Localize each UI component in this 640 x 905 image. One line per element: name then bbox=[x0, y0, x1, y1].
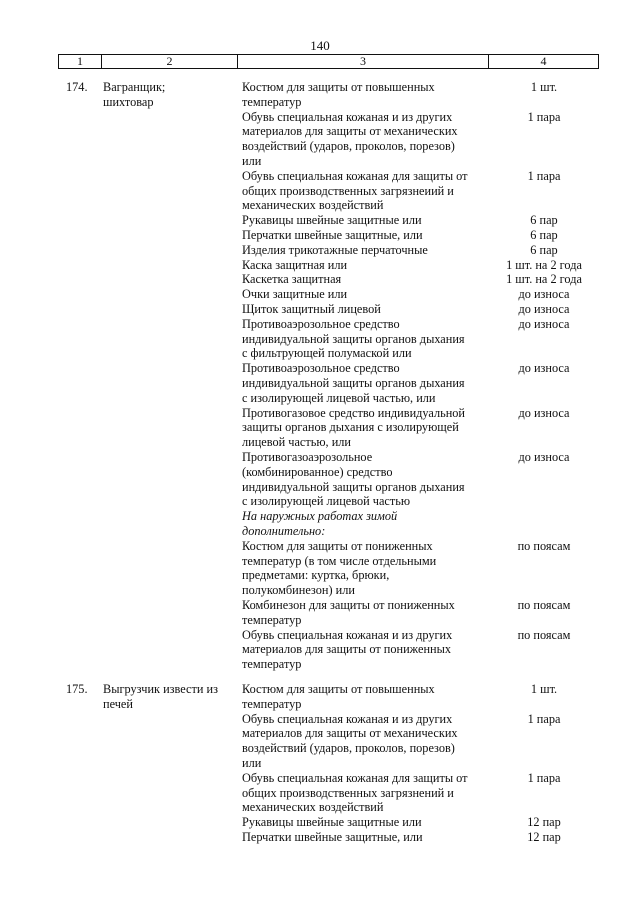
issue-norm: до износа bbox=[518, 316, 570, 331]
protective-item: Щиток защитный лицевой bbox=[242, 302, 381, 316]
protective-item: Противогазоаэрозольное bbox=[242, 450, 373, 464]
protective-item: общих производственных загрязнений и bbox=[242, 785, 454, 800]
protective-item: Обувь специальная кожаная и из других bbox=[242, 711, 453, 726]
page-number: 140 bbox=[310, 38, 330, 53]
issue-norm: по поясам bbox=[517, 538, 571, 553]
protective-item: Обувь специальная кожаная для защиты от bbox=[242, 168, 468, 183]
protective-item: Перчатки швейные защитные, или bbox=[242, 228, 423, 242]
issue-norm: до износа bbox=[518, 450, 570, 464]
issue-norm: до износа bbox=[518, 287, 570, 302]
protective-item: общих производственных загрязнеиий и bbox=[242, 183, 454, 198]
protective-item: температур bbox=[242, 657, 302, 672]
table-header bbox=[58, 54, 599, 69]
protective-item: Противогазовое средство индивидуальной bbox=[242, 405, 466, 420]
protective-item: Очки защитные или bbox=[242, 287, 348, 302]
issue-norm: по поясам bbox=[517, 598, 571, 612]
protective-item: температур bbox=[242, 612, 302, 627]
protective-item: температур bbox=[242, 94, 302, 109]
protective-item: воздействий (ударов, проколов, порезов) bbox=[242, 139, 455, 154]
protective-item: Костюм для защиты от повышенных bbox=[242, 682, 435, 696]
protective-item: индивидуальной защиты органов дыхания bbox=[242, 376, 465, 390]
protective-item: (комбинированное) средство bbox=[242, 464, 393, 479]
issue-norm: 1 шт. bbox=[530, 682, 558, 696]
protective-item: Изделия трикотажные перчаточные bbox=[242, 242, 428, 257]
protective-item: Рукавицы швейные защитные или bbox=[242, 213, 422, 228]
protective-item: защиты органов дыхания с изолирующей bbox=[242, 420, 459, 435]
issue-norm: 6 пар bbox=[530, 213, 558, 228]
protective-item: Обувь специальная кожаная и из других bbox=[242, 109, 453, 124]
protective-item: материалов для защиты от механических bbox=[242, 726, 458, 741]
issue-norm: 1 пара bbox=[527, 770, 561, 785]
protective-item: механических воздействий bbox=[242, 800, 384, 815]
issue-norm: 1 пара bbox=[527, 168, 561, 183]
issue-norm: 1 шт. на 2 года bbox=[506, 272, 582, 287]
protective-item: Каска защитная или bbox=[242, 257, 348, 272]
protective-item: дополнительно: bbox=[242, 524, 326, 538]
protective-item: с изолирующей лицевой частью bbox=[242, 494, 411, 509]
issue-norm: до износа bbox=[518, 405, 570, 420]
issue-norm: 1 шт. на 2 года bbox=[506, 257, 582, 272]
protective-item: Обувь специальная кожаная для защиты от bbox=[242, 770, 468, 785]
issue-norm: 1 шт. bbox=[530, 80, 558, 94]
header-col-4: 4 bbox=[540, 54, 547, 68]
protective-item: полукомбинезон) или bbox=[242, 583, 355, 598]
protective-item: температур bbox=[242, 696, 302, 711]
protective-item: температур (в том числе отдельными bbox=[242, 553, 437, 568]
protective-item: Костюм для защиты от повышенных bbox=[242, 80, 435, 94]
protective-item: Противоаэрозольное средство bbox=[242, 316, 400, 331]
protective-item: Рукавицы швейные защитные или bbox=[242, 815, 422, 830]
profession-name: печей bbox=[103, 696, 133, 711]
protective-item: индивидуальной защиты органов дыхания bbox=[242, 331, 465, 346]
protective-item: воздействий (ударов, проколов, порезов) bbox=[242, 741, 455, 756]
header-col-2: 2 bbox=[102, 55, 238, 68]
issue-norm: по поясам bbox=[517, 627, 571, 642]
entry-number: 174. bbox=[66, 80, 88, 94]
protective-item: На наружных работах зимой bbox=[242, 509, 398, 524]
profession-name: Выгрузчик извести из bbox=[103, 682, 218, 696]
profession-name: Вагранщик; bbox=[103, 80, 166, 94]
protective-item: Перчатки швейные защитные, или bbox=[242, 830, 423, 844]
protective-item: или bbox=[242, 756, 262, 770]
protective-item: Обувь специальная кожаная и из других bbox=[242, 627, 453, 642]
issue-norm: 1 пара bbox=[527, 109, 561, 124]
header-col-1: 1 bbox=[59, 55, 102, 68]
protective-item: механических воздействий bbox=[242, 198, 384, 213]
protective-item: индивидуальной защиты органов дыхания bbox=[242, 479, 465, 494]
protective-item: Костюм для защиты от пониженных bbox=[242, 538, 433, 553]
protective-item: Каскетка защитная bbox=[242, 272, 342, 287]
protective-item: с фильтрующей полумаской или bbox=[242, 346, 412, 361]
issue-norm: 6 пар bbox=[530, 228, 558, 242]
issue-norm: 12 пар bbox=[527, 830, 561, 844]
entry-number: 175. bbox=[66, 682, 88, 696]
protective-item: Комбинезон для защиты от пониженных bbox=[242, 598, 455, 612]
header-col-3: 3 bbox=[238, 55, 489, 68]
issue-norm: до износа bbox=[518, 361, 570, 376]
protective-item: материалов для защиты от пониженных bbox=[242, 642, 452, 657]
issue-norm: 6 пар bbox=[530, 242, 558, 257]
profession-name: шихтовар bbox=[103, 94, 154, 109]
issue-norm: до износа bbox=[518, 302, 570, 316]
protective-item: Противоаэрозольное средство bbox=[242, 361, 400, 376]
issue-norm: 1 пара bbox=[527, 711, 561, 726]
protective-item: предметами: куртка, брюки, bbox=[242, 568, 390, 583]
protective-item: с изолирующей лицевой частью, или bbox=[242, 390, 436, 405]
protective-item: или bbox=[242, 154, 262, 168]
protective-item: лицевой частью, или bbox=[242, 435, 351, 450]
issue-norm: 12 пар bbox=[527, 815, 561, 830]
protective-item: материалов для защиты от механических bbox=[242, 124, 458, 139]
